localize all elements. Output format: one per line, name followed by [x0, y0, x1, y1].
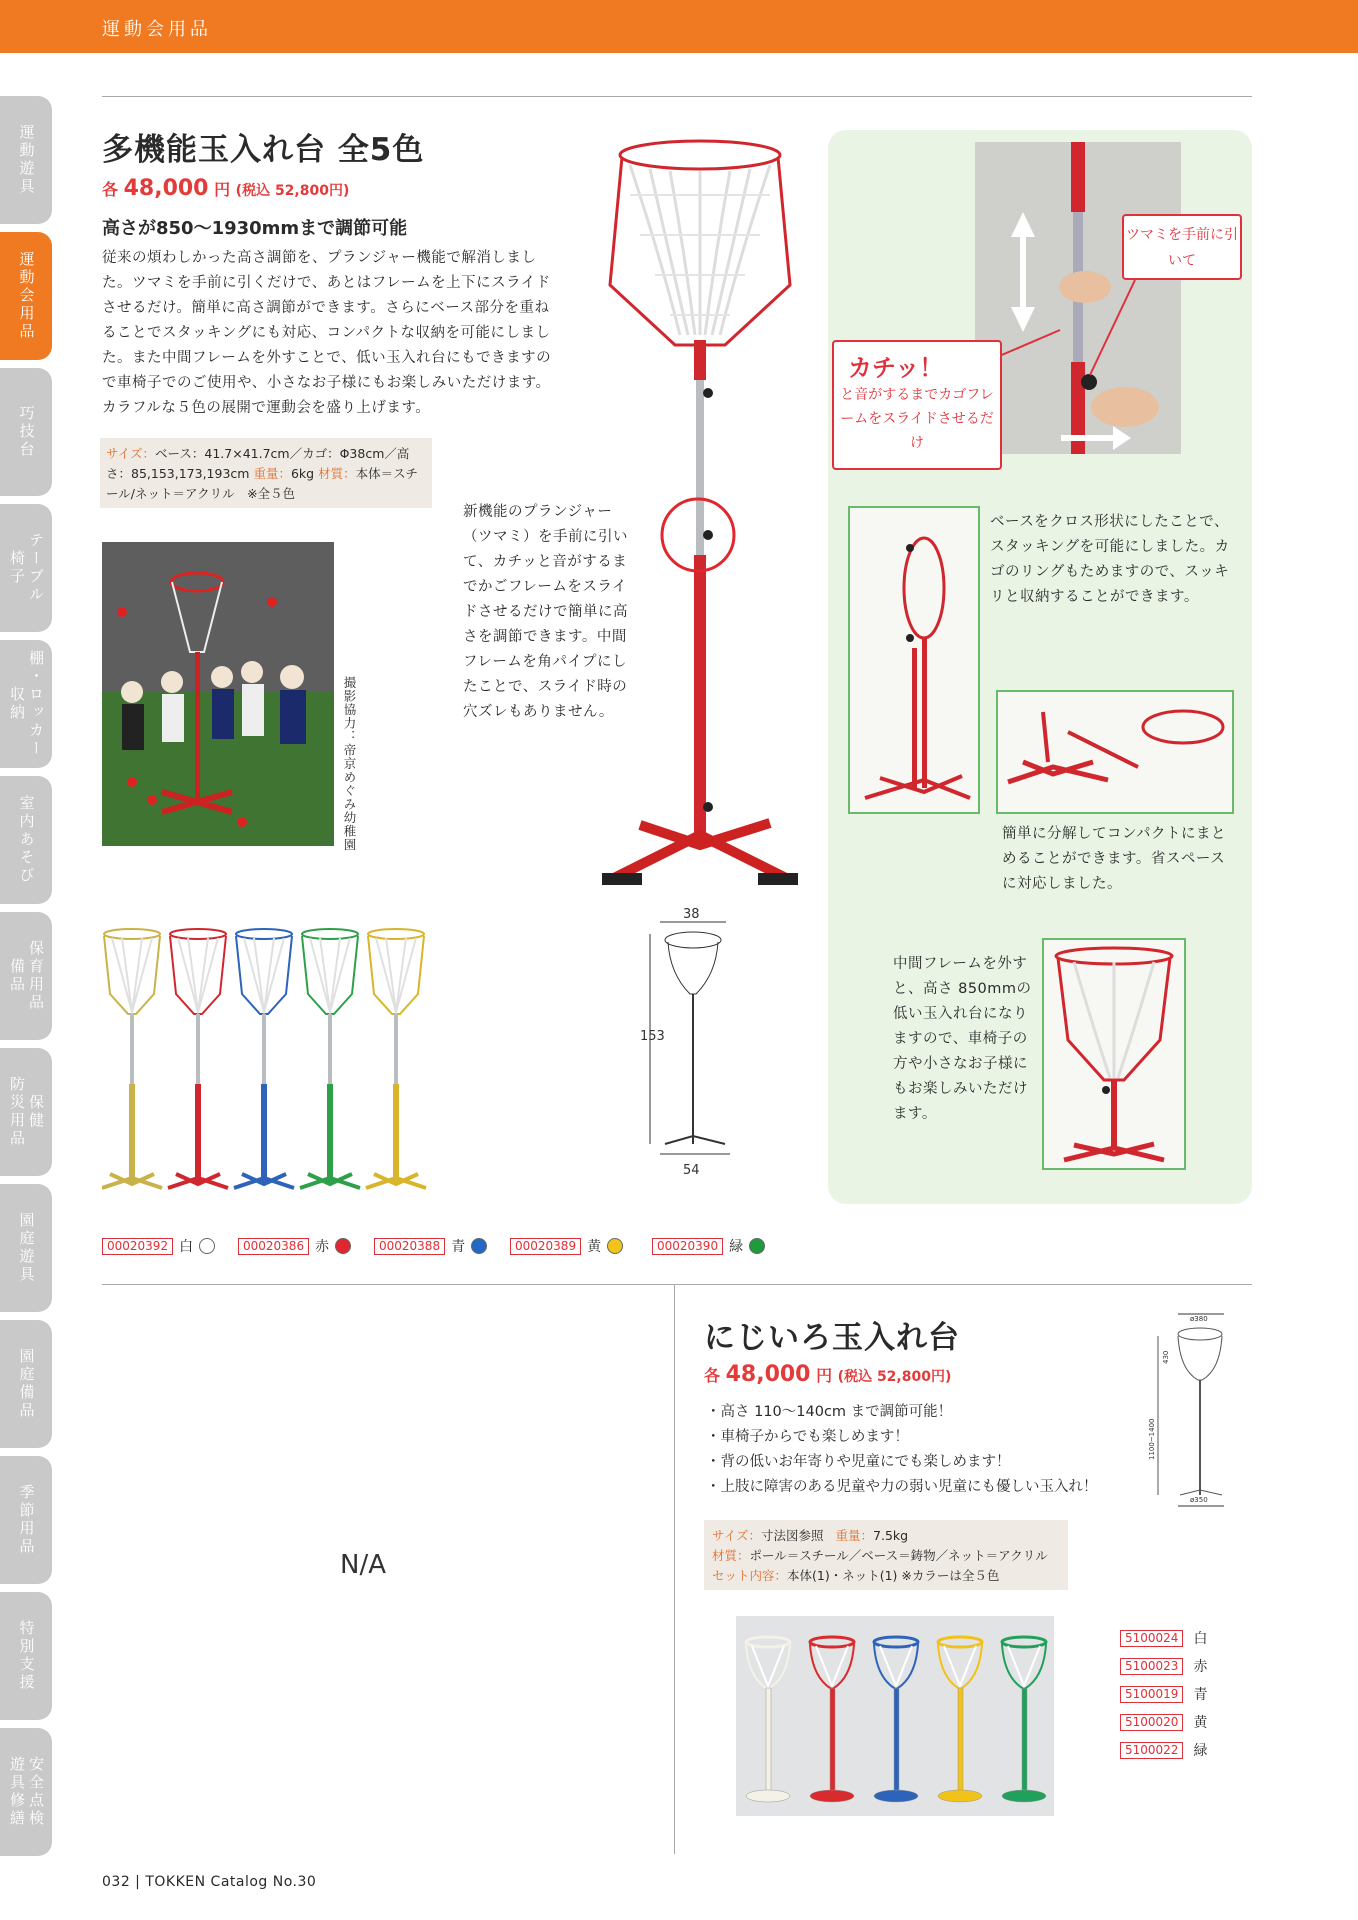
spec-size-value: ベース：41.7×41.7cm／カゴ：Φ38cm／高さ：85,153,173,193cm: [106, 446, 410, 481]
feature-bullet: ・上肢に障害のある児童や力の弱い児童にも優しい玉入れ！: [706, 1479, 1098, 1495]
color-variant-2: [1120, 1712, 1207, 1732]
side-tab-label: 収納: [8, 686, 26, 722]
spec2-material-value: ポール＝スチール／ベース＝鋳物／ネット＝アクリル: [749, 1548, 1048, 1563]
lineup-stand: [366, 929, 426, 1188]
side-tab-1[interactable]: [0, 232, 52, 360]
lineup-stand: [102, 929, 162, 1188]
spec-weight-value: 6kg: [290, 466, 315, 481]
color-name: 白: [1193, 1631, 1208, 1647]
feature-bullet: ・背の低いお年寄りや児童にでも楽しめます！: [706, 1454, 1011, 1470]
product-code: 5100022: [1120, 1742, 1183, 1759]
color-dot: [471, 1238, 487, 1254]
page-footer: 032 | TOKKEN Catalog No.30: [102, 1874, 317, 1890]
side-tab-4[interactable]: [0, 640, 52, 768]
color-lineup-photo: [102, 924, 442, 1194]
color-name: 黄: [587, 1239, 602, 1255]
low-stand-photo: [1042, 938, 1186, 1170]
side-tab-12[interactable]: [0, 1728, 52, 1856]
low-stand-text: 中間フレームを外すと、高さ 850mmの低い玉入れ台になりますので、車椅子の方や小さなお子様にもお楽しみいただけます。: [893, 956, 1032, 1122]
dim1-height: 153: [640, 1029, 665, 1044]
side-tab-5[interactable]: [0, 776, 52, 904]
color-variant-2: [1120, 1656, 1207, 1676]
product1-spec-box: [100, 438, 432, 508]
stacking-text: ベースをクロス形状にしたことで、スタッキングを可能にしました。カゴのリングもためますので、スッキリと収納することができます。: [990, 514, 1230, 605]
rainbow-stands-photo: [736, 1616, 1054, 1816]
tsumami-note: [1122, 214, 1242, 280]
kachi-callout: [832, 340, 1002, 470]
stacked-stands-photo: [848, 506, 980, 814]
side-tab-11[interactable]: [0, 1592, 52, 1720]
side-tab-label: 保健: [27, 1094, 45, 1130]
plunger-caption: 新機能のプランジャー（ツマミ）を手前に引いて、カチッと音がするまでかごフレームをスライドさせるだけで簡単に高さを調節できます。中間フレームを角パイプにしたことで、スライド時の穴ズレもありません。: [463, 504, 628, 720]
tsumami-note-text: ツマミを手前に引いて: [1126, 227, 1238, 269]
product-code: 5100024: [1120, 1630, 1183, 1647]
rainbow-stand: [938, 1637, 982, 1802]
feature-bullet: ・高さ 110〜140cm まで調節可能！: [706, 1404, 953, 1420]
color-variant: [652, 1236, 765, 1256]
color-variant: [238, 1236, 351, 1256]
disassembled-illustration: [998, 692, 1232, 812]
kids-photo-illustration: [102, 542, 334, 846]
low-stand-illustration: [1044, 940, 1184, 1168]
dim2-base: ø350: [1190, 1496, 1208, 1504]
product-code: 5100020: [1120, 1714, 1183, 1731]
price2-tax: (税込 52,800円): [837, 1369, 952, 1385]
product1-price: [102, 176, 349, 201]
side-tab-label: 運動遊具: [17, 124, 36, 196]
rainbow-stands-illustration: [736, 1616, 1054, 1816]
spec2-size-label: サイズ：: [712, 1528, 762, 1543]
side-tab-label: 運動会用品: [17, 251, 36, 341]
side-tab-label: 特別支援: [17, 1620, 36, 1692]
dim2-basket: 430: [1162, 1350, 1170, 1364]
side-tab-10[interactable]: [0, 1456, 52, 1584]
color-name: 赤: [315, 1239, 330, 1255]
feature-bullet: ・車椅子からでも楽しめます！: [706, 1429, 909, 1445]
dim2-height: 1100~1400: [1148, 1418, 1156, 1460]
column-divider: [674, 1284, 675, 1854]
side-tab-label: 備品: [8, 958, 26, 994]
product1-subtitle: 高さが850〜1930mmまで調節可能: [102, 218, 408, 239]
spec2-row-size: [712, 1526, 1060, 1546]
disassembled-photo: [996, 690, 1234, 814]
color-variant-2: [1120, 1628, 1207, 1648]
product2-price: [704, 1362, 951, 1387]
color-name: 緑: [729, 1239, 744, 1255]
category-header: [0, 0, 1358, 53]
product-code: 00020388: [374, 1238, 445, 1255]
color-name: 青: [1193, 1687, 1208, 1703]
spec-size-label: サイズ：: [106, 446, 156, 461]
side-tab-label: 園庭遊具: [17, 1212, 36, 1284]
color-dot: [607, 1238, 623, 1254]
side-tab-label: 防災用品: [8, 1076, 26, 1148]
product2-spec-box: [704, 1520, 1068, 1590]
kids-playing-photo: [102, 542, 334, 846]
side-tab-7[interactable]: [0, 1048, 52, 1176]
color-dot: [199, 1238, 215, 1254]
price-prefix: 各: [102, 180, 119, 199]
side-tab-label: 遊具修繕: [8, 1756, 26, 1828]
product1-title: 多機能玉入れ台 全5色: [102, 132, 425, 168]
spec2-material-label: 材質：: [712, 1548, 750, 1563]
price-value: 48,000: [123, 176, 209, 201]
color-name: 緑: [1193, 1743, 1208, 1759]
side-tab-0[interactable]: [0, 96, 52, 224]
color-name: 白: [179, 1239, 194, 1255]
product-code: 00020392: [102, 1238, 173, 1255]
product-code: 00020389: [510, 1238, 581, 1255]
side-tab-label: 椅子: [8, 550, 26, 586]
product-code: 00020386: [238, 1238, 309, 1255]
spec2-weight-label: 重量：: [835, 1528, 874, 1543]
side-tab-6[interactable]: [0, 912, 52, 1040]
side-tab-8[interactable]: [0, 1184, 52, 1312]
side-tab-label: 季節用品: [17, 1484, 36, 1556]
side-tab-2[interactable]: [0, 368, 52, 496]
product2-bullets: [706, 1400, 1098, 1500]
callout-pointer-lines: [990, 250, 1140, 380]
lineup-stand: [234, 929, 294, 1188]
lineup-stand: [168, 929, 228, 1188]
price-unit: 円: [214, 180, 231, 199]
side-tab-label: 棚・ロッカー: [27, 650, 45, 758]
side-tab-3[interactable]: [0, 504, 52, 632]
color-variant: [510, 1236, 623, 1256]
spec-material-label: 材質：: [318, 466, 356, 481]
rainbow-stand: [874, 1637, 918, 1802]
side-tab-label: 園庭備品: [17, 1348, 36, 1420]
dimension-drawing-1: [640, 904, 750, 1194]
color-variant: [102, 1236, 215, 1256]
side-tab-label: 保育用品: [27, 940, 45, 1012]
top-divider: [102, 96, 1252, 97]
dim1-top: 38: [683, 907, 700, 922]
color-variant-2: [1120, 1684, 1207, 1704]
category-title: 運動会用品: [102, 19, 212, 40]
color-variant: [374, 1236, 487, 1256]
side-tab-label: テーブル: [27, 532, 45, 604]
empty-slot-placeholder: N/A: [340, 1550, 386, 1580]
spec-weight-label: 重量：: [253, 466, 291, 481]
color-name: 赤: [1193, 1659, 1208, 1675]
price2-unit: 円: [816, 1366, 833, 1385]
product1-description: 従来の煩わしかった高さ調節を、プランジャー機能で解消しました。ツマミを手前に引くだけで、あとはフレームを上下にスライドさせるだけ。簡単に高さ調節ができます。さらにベース部分を重ねることでスタッキングにも対応、コンパクトな収納を可能にしました。また中間フレームを外すことで、低い玉入れ台にもできますので車椅子でのご使用や、小さなお子様にもお楽しみいただけます。カラフルな５色の展開で運動会を盛り上げます。: [102, 250, 552, 416]
rainbow-stand: [746, 1637, 790, 1802]
dim2-top: ø380: [1190, 1315, 1208, 1323]
price2-prefix: 各: [704, 1366, 721, 1385]
lineup-stand: [300, 929, 360, 1188]
side-tab-label: 巧技台: [17, 405, 36, 459]
rainbow-stand: [810, 1637, 854, 1802]
color-name: 青: [451, 1239, 466, 1255]
color-dot: [335, 1238, 351, 1254]
compact-text: 簡単に分解してコンパクトにまとめることができます。省スペースに対応しました。: [1002, 826, 1226, 892]
spec2-row-material: [712, 1546, 1060, 1566]
color-name: 黄: [1193, 1715, 1208, 1731]
stacked-stands-illustration: [850, 508, 978, 812]
dim1-base: 54: [683, 1163, 700, 1178]
section-divider: [102, 1284, 1252, 1285]
spec2-weight-value: 7.5kg: [873, 1528, 909, 1543]
side-tab-label: 室内あそび: [17, 795, 36, 885]
product-code: 5100019: [1120, 1686, 1183, 1703]
side-tab-9[interactable]: [0, 1320, 52, 1448]
photo-credit: 撮影協力：帝京めぐみ幼稚園: [342, 676, 357, 852]
kachi-text: と音がするまでカゴフレームをスライドさせるだけ: [840, 387, 994, 451]
product2-title: にじいろ玉入れ台: [704, 1320, 960, 1356]
spec2-set-value: 本体(1)・ネット(1) ※カラーは全５色: [787, 1568, 1000, 1583]
spec2-set-label: セット内容：: [712, 1568, 788, 1583]
spec2-row-set: [712, 1566, 1060, 1586]
color-dot: [749, 1238, 765, 1254]
kachi-title: カチッ！: [848, 354, 944, 382]
product-code: 5100023: [1120, 1658, 1183, 1675]
color-variant-2: [1120, 1740, 1207, 1760]
dimension-drawing-2: [1128, 1310, 1228, 1510]
spec-material-value: 本体＝スチール/ネット＝アクリル ※全５色: [106, 466, 418, 501]
rainbow-stand: [1002, 1637, 1046, 1802]
spec2-size-value: 寸法図参照: [761, 1528, 824, 1543]
side-tab-label: 安全点検: [27, 1756, 45, 1828]
product-code: 00020390: [652, 1238, 723, 1255]
price2-value: 48,000: [725, 1362, 811, 1387]
price-tax: (税込 52,800円): [235, 183, 350, 199]
